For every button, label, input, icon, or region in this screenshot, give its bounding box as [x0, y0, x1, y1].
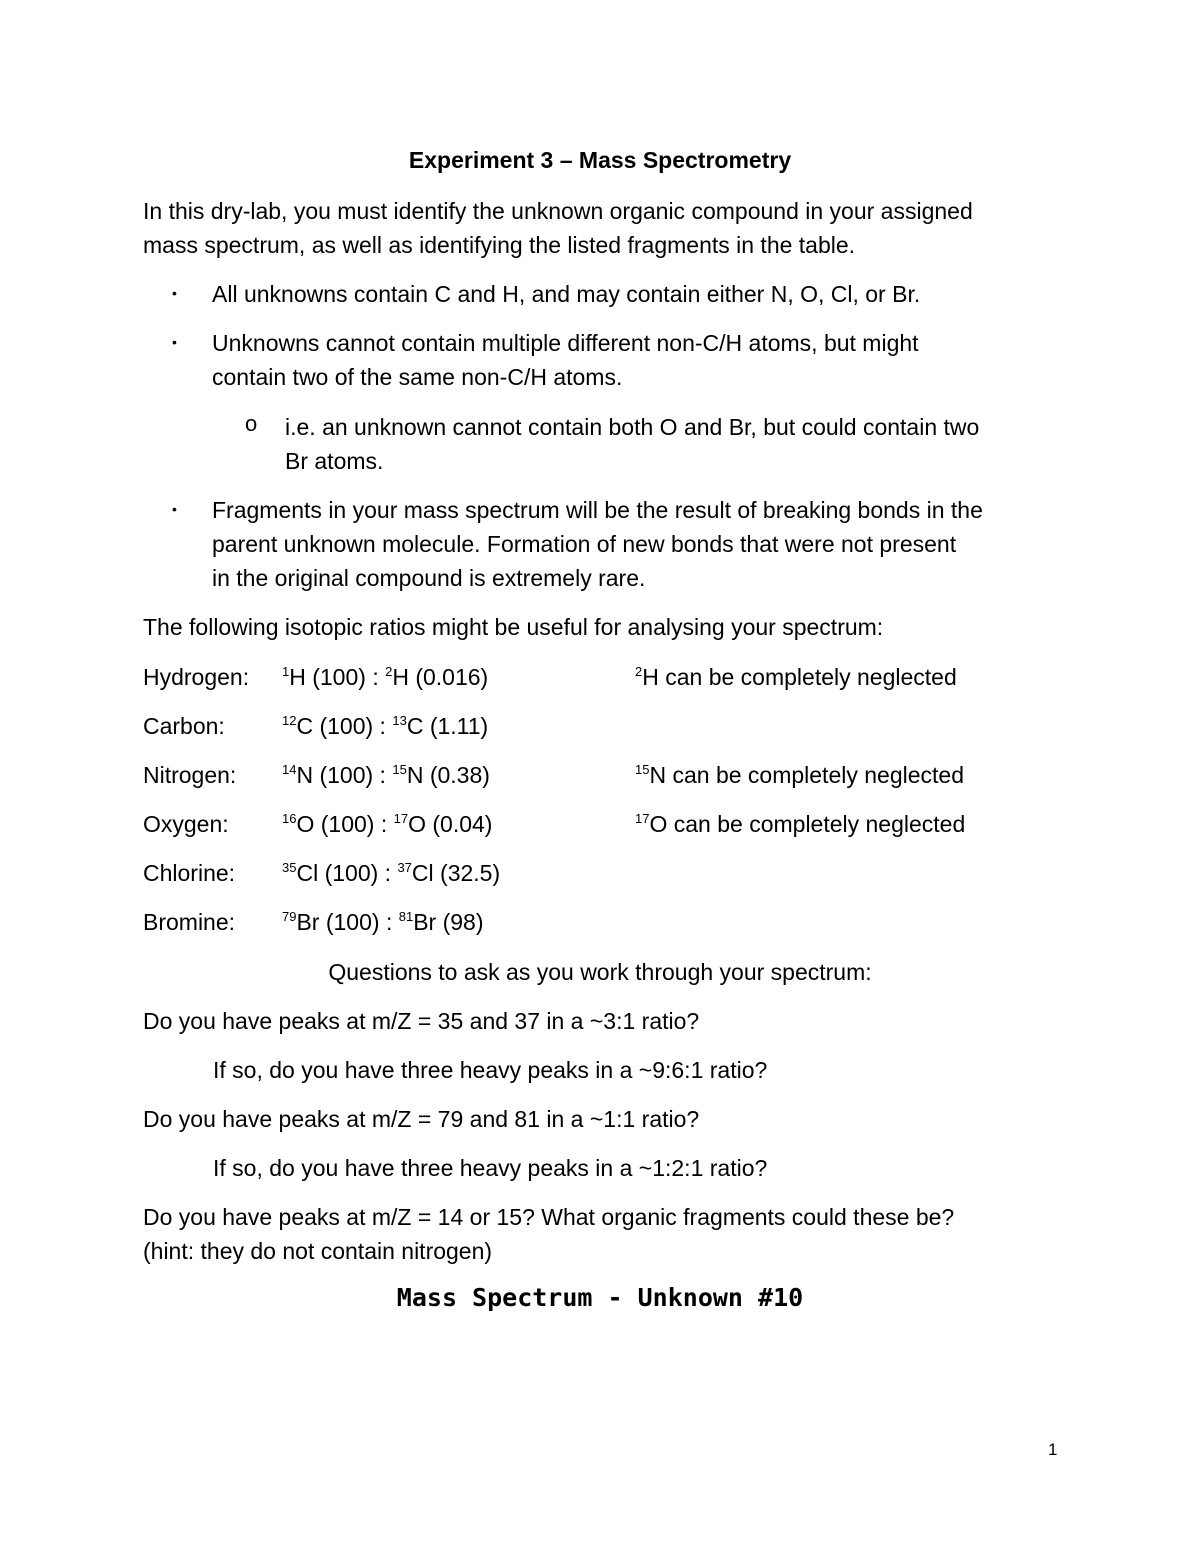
spectrum-title: Mass Spectrum - Unknown #10 [396, 1283, 804, 1312]
bullet-marker: • [172, 501, 177, 517]
isotope-note: $^{17}$O can be completely neglected [635, 811, 966, 837]
bullet-3-line-1: Fragments in your mass spectrum will be the result of breaking bonds in the [212, 497, 983, 523]
isotope-note: $^{15}$N can be completely neglected [635, 762, 964, 788]
question-3-hint: (hint: they do not contain nitrogen) [143, 1238, 493, 1264]
isotope-note: $^2$H can be completely neglected [635, 664, 957, 690]
page-number: 1 [1048, 1440, 1058, 1459]
bullet-3-line-3: in the original compound is extremely rare. [212, 565, 646, 591]
isotope-label: Bromine: [143, 909, 236, 935]
bullet-2-line-2: contain two of the same non-C/H atoms. [212, 364, 623, 390]
bullet-2-line-1: Unknowns cannot contain multiple different non-C/H atoms, but might [212, 330, 919, 356]
isotope-ratio: $^{79}$Br (100) : $^{81}$Br (98) [282, 909, 484, 935]
isotope-label: Nitrogen: [143, 762, 237, 788]
bullet-marker: • [172, 334, 177, 350]
sub-bullet-marker: o [245, 411, 258, 436]
intro-line-1: In this dry-lab, you must identify the unknown organic compound in your assigned [143, 198, 973, 224]
question-2-followup: If so, do you have three heavy peaks in a ~1:2:1 ratio? [213, 1155, 768, 1181]
isotope-ratio: $^{14}$N (100) : $^{15}$N (0.38) [282, 762, 490, 788]
isotope-label: Oxygen: [143, 811, 229, 837]
bullet-1-line-1: All unknowns contain C and H, and may contain either N, O, Cl, or Br. [212, 281, 921, 307]
bullet-3-line-2: parent unknown molecule. Formation of new bonds that were not present [212, 531, 957, 557]
question-3: Do you have peaks at m/Z = 14 or 15? What organic fragments could these be? [143, 1204, 955, 1230]
questions-heading: Questions to ask as you work through your spectrum: [328, 959, 872, 985]
question-1: Do you have peaks at m/Z = 35 and 37 in a ~3:1 ratio? [143, 1008, 700, 1034]
intro-line-2: mass spectrum, as well as identifying the listed fragments in the table. [143, 232, 856, 258]
sub-bullet-line-2: Br atoms. [285, 448, 384, 474]
isotopes-intro: The following isotopic ratios might be useful for analysing your spectrum: [143, 614, 884, 640]
isotope-label: Carbon: [143, 713, 225, 739]
isotope-ratio: $^1$H (100) : $^2$H (0.016) [282, 664, 489, 690]
document-title: Experiment 3 – Mass Spectrometry [408, 147, 792, 173]
bullet-marker: • [172, 285, 177, 301]
question-2: Do you have peaks at m/Z = 79 and 81 in a ~1:1 ratio? [143, 1106, 700, 1132]
isotope-ratio: $^{12}$C (100) : $^{13}$C (1.11) [282, 713, 489, 739]
isotope-label: Hydrogen: [143, 664, 250, 690]
question-1-followup: If so, do you have three heavy peaks in a ~9:6:1 ratio? [213, 1057, 768, 1083]
sub-bullet-line-1: i.e. an unknown cannot contain both O and Br, but could contain two [285, 414, 980, 440]
isotope-ratio: $^{16}$O (100) : $^{17}$O (0.04) [282, 811, 493, 837]
isotope-label: Chlorine: [143, 860, 236, 886]
isotope-ratio: $^{35}$Cl (100) : $^{37}$Cl (32.5) [282, 860, 501, 886]
